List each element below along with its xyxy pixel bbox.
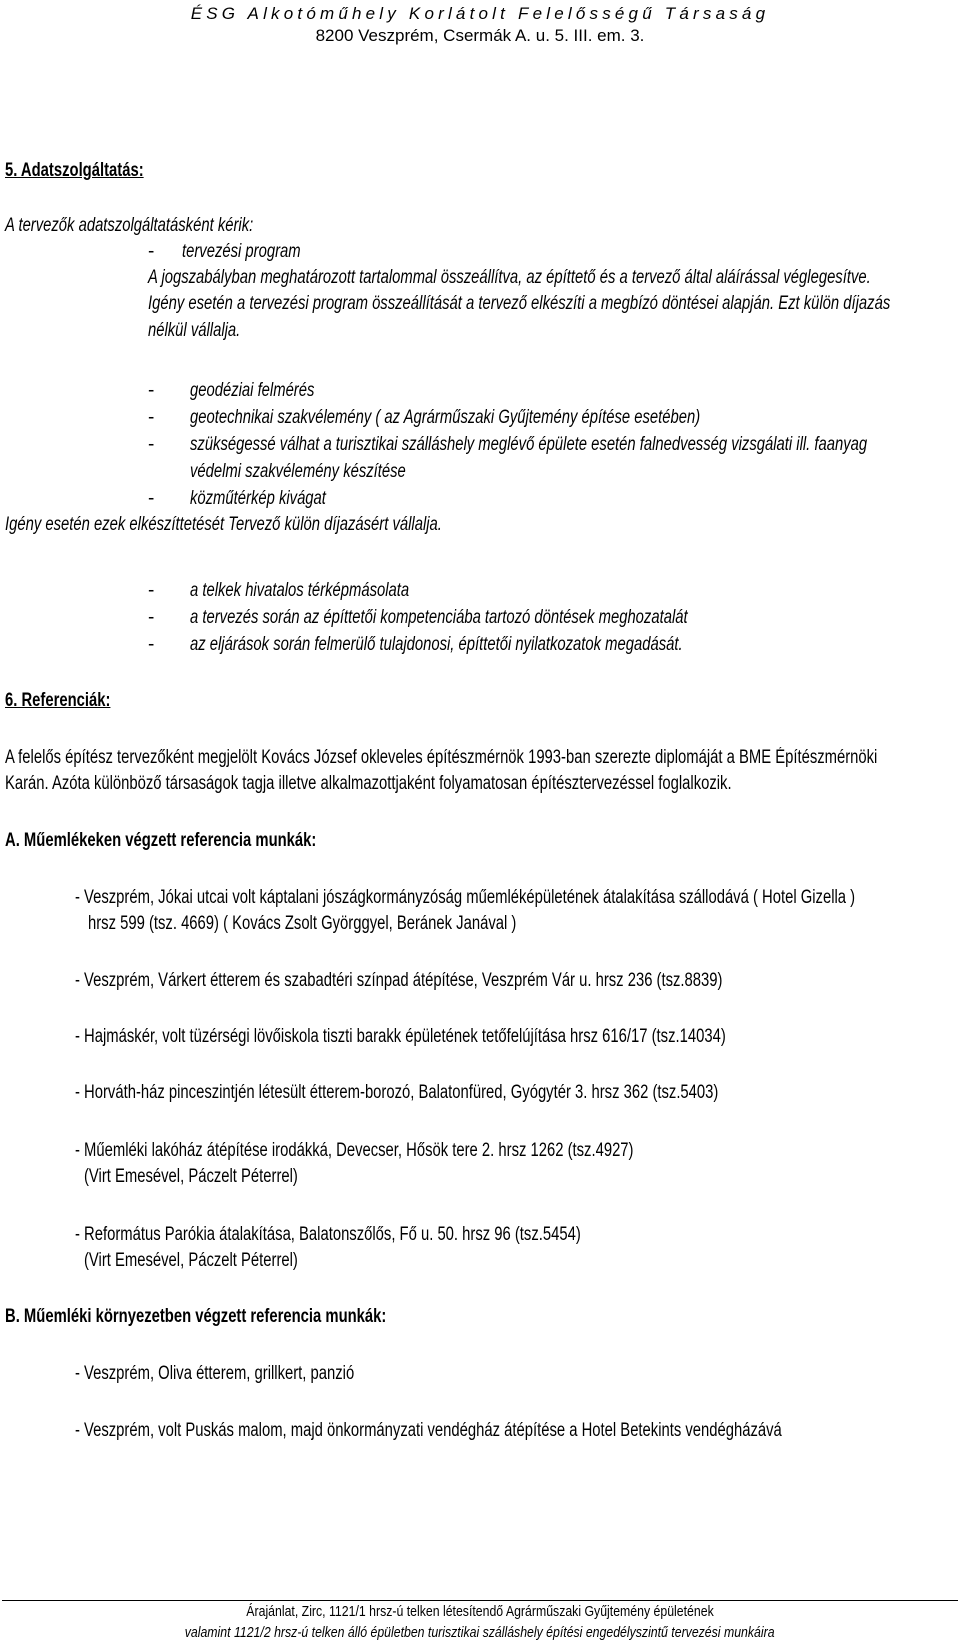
program-text-3: nélkül vállalja. — [148, 320, 241, 341]
dash: - — [148, 380, 155, 401]
dash: - — [148, 607, 155, 628]
sub-b-title: B. Műemléki környezetben végzett referencia munkák: — [5, 1306, 387, 1327]
dash: - — [148, 434, 155, 455]
section-6-para-2: Karán. Azóta különböző társaságok tagja illetve alkalmazottjaként folyamatosan építésztervezéssel foglalkozik. — [5, 773, 732, 794]
footer-line-2 — [0, 1624, 960, 1641]
reference-item-detail: hrsz 599 (tsz. 4669) ( Kovács Zsolt Györggyel, Beránek Janával ) — [88, 913, 517, 934]
list-item: geodéziai felmérés — [190, 380, 315, 401]
footer-line-1-text: Árajánlat, Zirc, 1121/1 hrsz-ú telken létesítendő Agrárműszaki Gyűjtemény épületének — [246, 1603, 714, 1620]
dash: - — [148, 488, 155, 509]
list-item: a telkek hivatalos térképmásolata — [190, 580, 410, 601]
reference-item-detail: (Virt Emesével, Páczelt Péterrel) — [84, 1166, 298, 1187]
reference-item: - Veszprém, volt Puskás malom, majd önkormányzati vendégház átépítése a Hotel Betekints vendégházává — [75, 1420, 782, 1441]
program-item: tervezési program — [182, 241, 301, 262]
list-item: a tervezés során az építtetői kompetenciába tartozó döntések meghozatalát — [190, 607, 688, 628]
reference-item: - Horváth-ház pinceszintjén létesült étterem-borozó, Balatonfüred, Gyógytér 3. hrsz 362 (tsz.5403) — [75, 1082, 719, 1103]
sub-a-title: A. Műemlékeken végzett referencia munkák: — [5, 830, 317, 851]
footer-line-2-text: valamint 1121/2 hrsz-ú telken álló épületben turisztikai szálláshely építési engedélyszintű tervezési munkáira — [185, 1624, 775, 1641]
company-name: ÉSG Alkotóműhely Korlátolt Felelősségű Társaság — [190, 4, 770, 23]
reference-item: - Veszprém, Jókai utcai volt káptalani jószágkormányzóság műemléképületének átalakítása szállodává ( Hotel Gizella ) — [75, 887, 856, 908]
reference-item: - Műemléki lakóház átépítése irodákká, Devecser, Hősök tere 2. hrsz 1262 (tsz.4927) — [75, 1140, 634, 1161]
list-item: szükségessé válhat a turisztikai szálláshely meglévő épülete esetén falnedvesség vizsgálati ill. faanyag — [190, 434, 868, 455]
section-5-intro: A tervezők adatszolgáltatásként kérik: — [5, 215, 254, 236]
section-6-para-1: A felelős építész tervezőként megjelölt Kovács József okleveles építészmérnök 1993-ban szerezte diplomáját a BME Építészmérnöki — [5, 747, 878, 768]
company-address: 8200 Veszprém, Csermák A. u. 5. III. em. 3. — [315, 26, 645, 45]
section-6-title — [5, 690, 110, 712]
reference-item-detail: (Virt Emesével, Páczelt Péterrel) — [84, 1250, 298, 1271]
footer-line-1 — [0, 1603, 960, 1620]
list-item: geotechnikai szakvélemény ( az Agrárműszaki Gyűjtemény építése esetében) — [190, 407, 701, 428]
reference-item: - Veszprém, Oliva étterem, grillkert, panzió — [75, 1363, 355, 1384]
footer-divider — [2, 1600, 958, 1601]
list-item-continuation: védelmi szakvélemény készítése — [190, 461, 406, 482]
dash: - — [148, 634, 155, 655]
reference-item: - Hajmáskér, volt tüzérségi lövőiskola tiszti barakk épületének tetőfelújítása hrsz 616/17 (tsz.14034) — [75, 1026, 726, 1047]
dash: - — [148, 241, 155, 262]
reference-item: - Veszprém, Várkert étterem és szabadtéri színpad átépítése, Veszprém Vár u. hrsz 236 (tsz.8839) — [75, 970, 723, 991]
program-text-2: Igény esetén a tervezési program összeállítását a tervező elkészíti a megbízó döntései alapján. Ezt külön díjazás — [148, 293, 891, 314]
reference-item: - Református Parókia átalakítása, Balatonszőlős, Fő u. 50. hrsz 96 (tsz.5454) — [75, 1224, 581, 1245]
program-text-1: A jogszabályban meghatározott tartalommal összeállítva, az építtető és a tervező által aláírással véglegesítve. — [148, 267, 871, 288]
dash: - — [148, 407, 155, 428]
list-item: az eljárások során felmerülő tulajdonosi, építtetői nyilatkozatok megadását. — [190, 634, 683, 655]
section-5-title: 5. Adatszolgáltatás: — [5, 160, 144, 181]
section-5-note: Igény esetén ezek elkészíttetését Tervező külön díjazásért vállalja. — [5, 514, 442, 535]
list-item: közműtérkép kivágat — [190, 488, 326, 509]
dash: - — [148, 580, 155, 601]
section-6-title-text: 6. Referenciák: — [5, 690, 111, 711]
